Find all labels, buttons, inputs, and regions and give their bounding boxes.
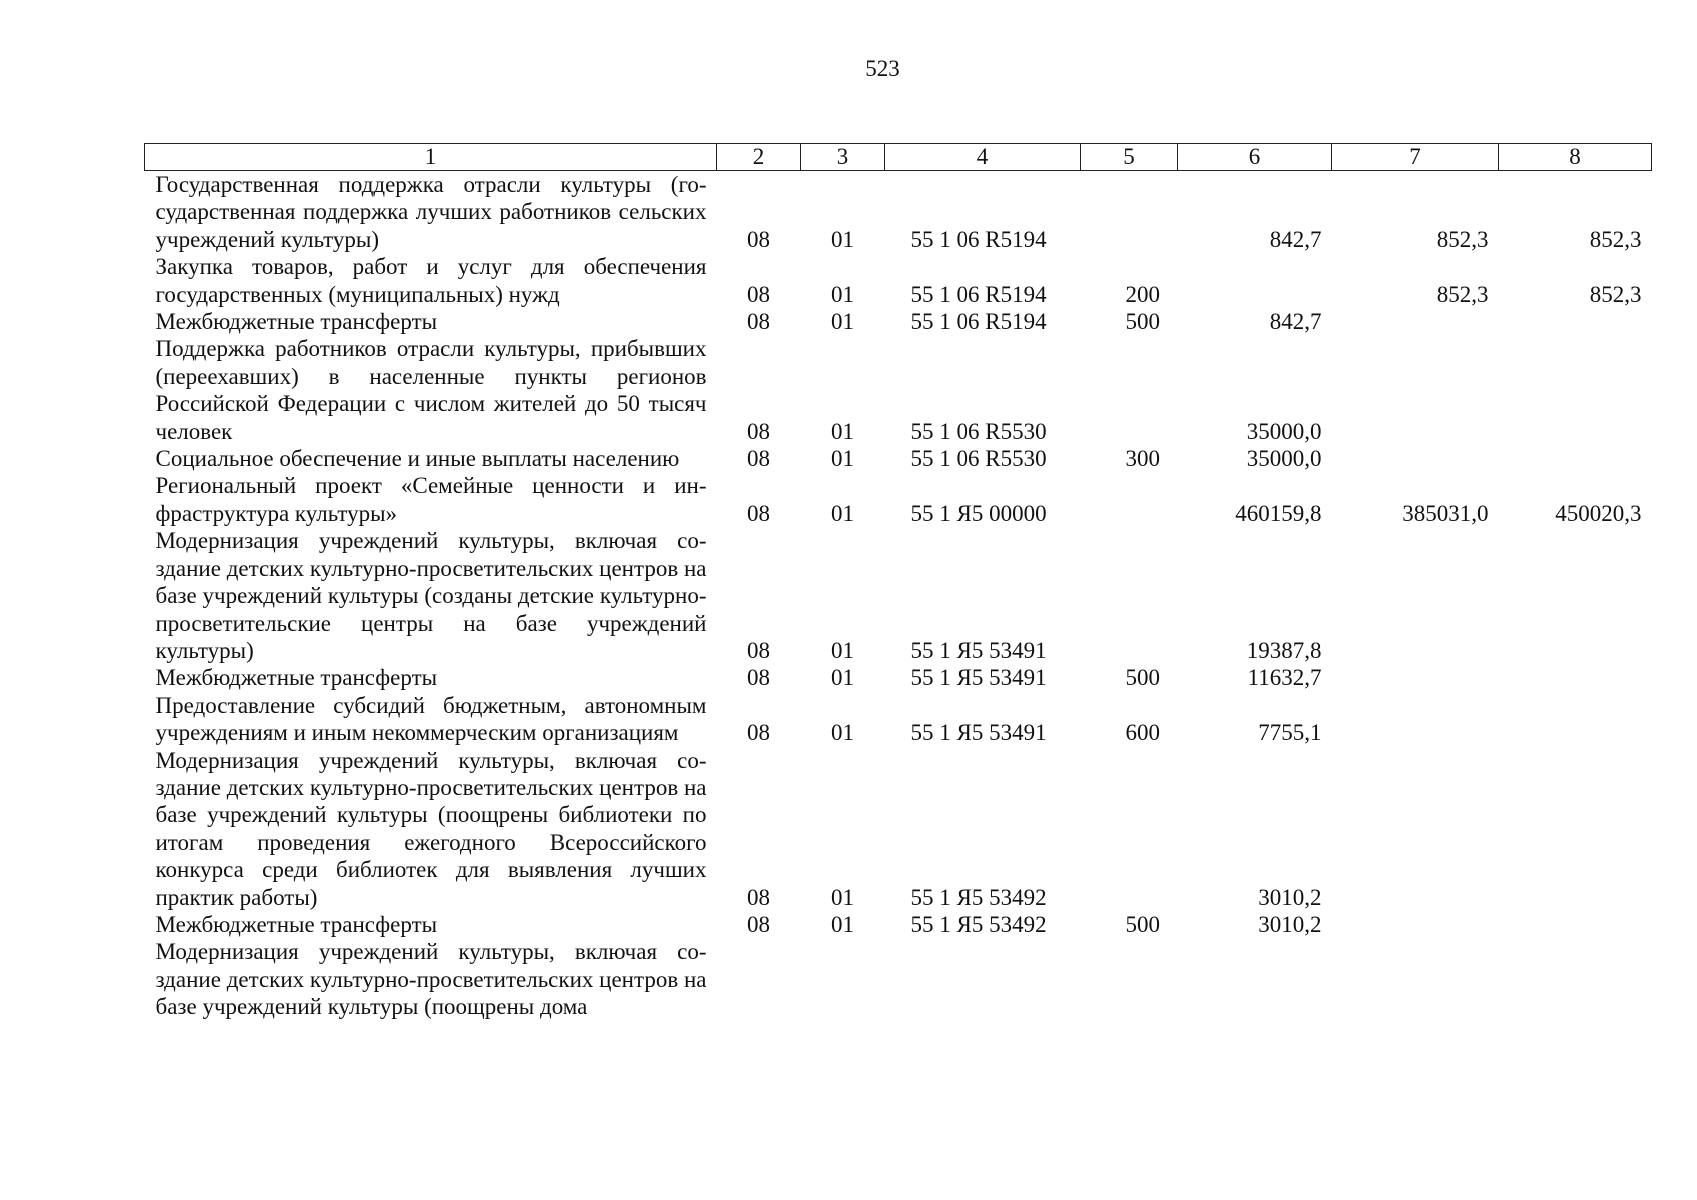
- table-row: [145, 335, 1652, 445]
- row-expense-type: 500: [1125, 911, 1160, 937]
- row-section: [717, 938, 801, 1020]
- row-year-3: 852,3: [1589, 226, 1642, 252]
- row-target-article: 55 1 Я5 53492: [910, 884, 1047, 910]
- row-name: Межбюджетные трансферты: [155, 911, 438, 937]
- row-year-2: [1332, 938, 1499, 1020]
- row-expense-type: 600: [1125, 720, 1160, 746]
- row-target-article: 55 1 Я5 00000: [910, 500, 1047, 526]
- row-year-3: [1499, 747, 1652, 911]
- row-target-article: 55 1 Я5 53491: [910, 637, 1047, 663]
- row-subsection: 01: [831, 309, 854, 335]
- row-year-1: [1178, 253, 1332, 308]
- row-year-1: 19387,8: [1246, 637, 1322, 663]
- row-expense-type: [1081, 938, 1178, 1020]
- row-subsection: 01: [831, 418, 854, 444]
- row-year-3: [1499, 335, 1652, 445]
- row-year-1: 35000,0: [1246, 446, 1322, 472]
- row-year-2: [1332, 692, 1499, 747]
- row-year-3: 450020,3: [1555, 500, 1642, 526]
- row-expense-type: [1081, 472, 1178, 527]
- row-expense-type: [1081, 747, 1178, 911]
- row-subsection: 01: [831, 446, 854, 472]
- row-expense-type: 500: [1125, 309, 1160, 335]
- table-row: [145, 445, 1652, 472]
- row-subsection: 01: [831, 281, 854, 307]
- row-name: Предоставление субсидий бюджетным, автономным учреждениям и иным некоммерческим организациям: [155, 692, 707, 746]
- row-year-1: 11632,7: [1247, 665, 1322, 691]
- table-row: [145, 171, 1652, 254]
- row-subsection: 01: [831, 226, 854, 252]
- column-header-subsection: 3: [801, 144, 885, 171]
- page-number: 523: [865, 56, 900, 81]
- table-row: [145, 692, 1652, 747]
- row-year-3: [1499, 308, 1652, 335]
- table-row: [145, 253, 1652, 308]
- row-name: Социальное обеспечение и иные выплаты населению: [155, 446, 680, 472]
- row-year-3: [1499, 664, 1652, 691]
- row-subsection: 01: [831, 884, 854, 910]
- row-section: 08: [747, 309, 770, 335]
- row-name: Межбюджетные трансферты: [155, 665, 438, 691]
- row-target-article: 55 1 06 R5194: [910, 309, 1047, 335]
- row-section: 08: [747, 637, 770, 663]
- row-year-2: [1332, 747, 1499, 911]
- row-year-1: 842,7: [1269, 309, 1322, 335]
- row-target-article: 55 1 06 R5194: [910, 281, 1047, 307]
- row-subsection: 01: [831, 665, 854, 691]
- header-row: [145, 144, 1652, 171]
- table-row: [145, 308, 1652, 335]
- row-section: 08: [747, 500, 770, 526]
- row-section: 08: [747, 720, 770, 746]
- row-subsection: [801, 938, 885, 1020]
- row-year-3: 852,3: [1589, 281, 1642, 307]
- row-expense-type: 500: [1125, 665, 1160, 691]
- table-row: [145, 472, 1652, 527]
- row-section: 08: [747, 418, 770, 444]
- row-section: 08: [747, 226, 770, 252]
- row-expense-type: 300: [1125, 446, 1160, 472]
- row-year-1: 842,7: [1269, 226, 1322, 252]
- row-year-1: 3010,2: [1258, 911, 1322, 937]
- row-year-2: [1332, 335, 1499, 445]
- column-header-target-article: 4: [885, 144, 1081, 171]
- row-target-article: 55 1 06 R5530: [910, 446, 1047, 472]
- row-target-article: 55 1 06 R5194: [910, 226, 1047, 252]
- row-year-2: [1332, 308, 1499, 335]
- table-row: [145, 527, 1652, 664]
- column-header-expense-type: 5: [1081, 144, 1178, 171]
- table-row: [145, 938, 1652, 1020]
- row-section: 08: [747, 281, 770, 307]
- row-expense-type: [1081, 527, 1178, 664]
- row-year-1: 460159,8: [1235, 500, 1322, 526]
- row-year-1: [1178, 938, 1332, 1020]
- row-section: 08: [747, 911, 770, 937]
- row-section: 08: [747, 665, 770, 691]
- table-row: [145, 664, 1652, 691]
- budget-table: [144, 143, 1652, 1021]
- row-target-article: 55 1 Я5 53491: [910, 665, 1047, 691]
- column-header-section: 2: [717, 144, 801, 171]
- row-subsection: 01: [831, 720, 854, 746]
- row-expense-type: 200: [1125, 281, 1160, 307]
- row-year-2: [1332, 527, 1499, 664]
- row-year-2: [1332, 445, 1499, 472]
- column-header-year-1: 6: [1178, 144, 1332, 171]
- row-name: Модернизация учреждений культуры, включая создание детских культурно-просветительских центров на базе учреждений культуры (поощрены библиотеки по итогам проведения ежегодного Всероссийского конкурса среди библиотек для выявления лучших практик работы): [155, 747, 707, 910]
- row-name: Модернизация учреждений культуры, включая создание детских культурно-просветительских центров на базе учреждений культуры (созданы детские культурно-просветительские центры на базе учреждений культуры): [155, 528, 707, 663]
- row-name: Закупка товаров, работ и услуг для обеспечения государственных (муниципальных) нужд: [155, 254, 707, 307]
- row-year-3: [1499, 527, 1652, 664]
- row-name: Региональный проект «Семейные ценности и инфраструктура культуры»: [155, 473, 707, 526]
- row-name: Межбюджетные трансферты: [155, 309, 438, 335]
- row-target-article: 55 1 Я5 53491: [910, 720, 1047, 746]
- row-name: Модернизация учреждений культуры, включая создание детских культурно-просветительских центров на базе учреждений культуры (поощрены дома: [155, 939, 707, 1020]
- row-year-1: 35000,0: [1246, 418, 1322, 444]
- table-body: [145, 171, 1652, 1021]
- row-expense-type: [1081, 171, 1178, 254]
- column-header-year-3: 8: [1499, 144, 1652, 171]
- row-year-2: 852,3: [1436, 226, 1489, 252]
- column-header-name: 1: [145, 144, 717, 171]
- row-target-article: [885, 938, 1081, 1020]
- row-expense-type: [1081, 335, 1178, 445]
- table-row: [145, 747, 1652, 911]
- row-year-2: 852,3: [1436, 281, 1489, 307]
- row-subsection: 01: [831, 911, 854, 937]
- row-subsection: 01: [831, 637, 854, 663]
- row-target-article: 55 1 Я5 53492: [910, 911, 1047, 937]
- row-target-article: 55 1 06 R5530: [910, 418, 1047, 444]
- row-year-1: 3010,2: [1258, 884, 1322, 910]
- row-year-3: [1499, 938, 1652, 1020]
- column-header-year-2: 7: [1332, 144, 1499, 171]
- row-year-2: [1332, 664, 1499, 691]
- row-year-2: [1332, 911, 1499, 938]
- row-section: 08: [747, 884, 770, 910]
- row-name: Государственная поддержка отрасли культуры (государственная поддержка лучших работников сельских учреждений культуры): [155, 172, 707, 252]
- table-row: [145, 911, 1652, 938]
- row-year-3: [1499, 445, 1652, 472]
- row-year-3: [1499, 911, 1652, 938]
- row-year-3: [1499, 692, 1652, 747]
- row-subsection: 01: [831, 500, 854, 526]
- row-name: Поддержка работников отрасли культуры, прибывших (переехавших) в населенные пункты регионов Российской Федерации с числом жителей до 50 тысяч человек: [155, 336, 707, 444]
- row-year-2: 385031,0: [1402, 500, 1489, 526]
- row-year-1: 7755,1: [1258, 720, 1322, 746]
- row-section: 08: [747, 446, 770, 472]
